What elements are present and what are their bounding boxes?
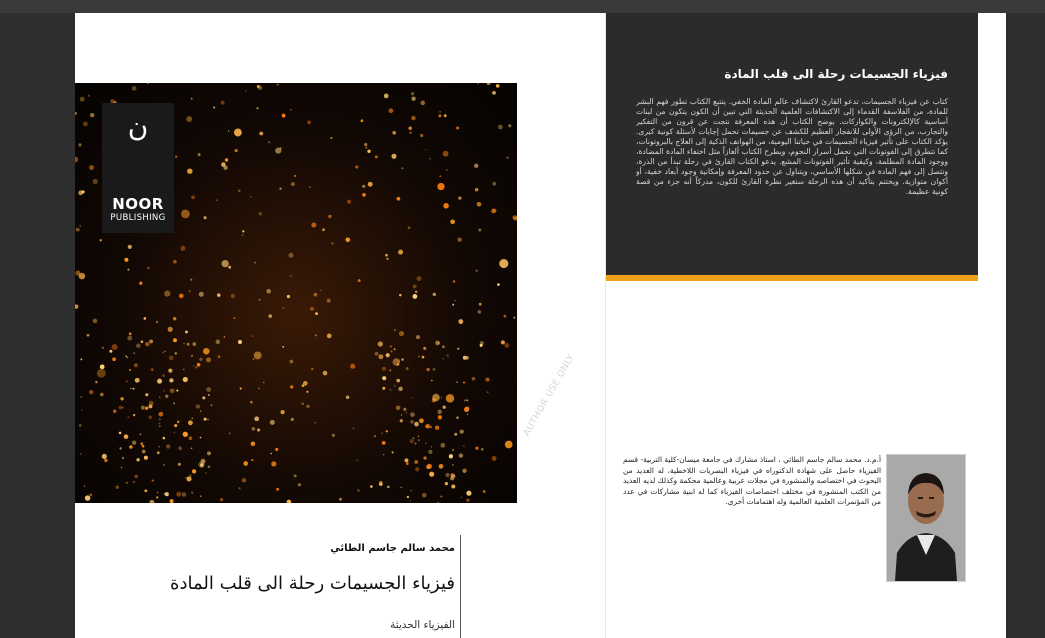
- logo-subtitle: PUBLISHING: [110, 213, 166, 223]
- cover-image-particles: [75, 83, 517, 503]
- back-cover-blurb: كتاب عن فيزياء الجسيمات، تدعو القارئ لاكتشاف عالم المادة الخفي. يتتبع الكتاب تطور فهم البشر للمادة، من الفلاسفة القدماء إلى الاكتشافات العلمية الحديثة التي تبين أن الكون يتكون من لبنات أساسية كالإلكترونات والكواركات. يوضح الكتاب أن هذه المعرفة نتجت عن قرون من التفكير والتجارب، من الرؤى الأولى للانفجار العظيم للكشف عن جسيمات تحمل إجابات لأسئلة كونية كبرى. يؤكد الكتاب على تأثير فيزياء الجسيمات في حياتنا اليومية، من الهواتف الذكية إلى العلاج بالبروتونات، كما تتطرق إلى الفوتونات التي تحمل أسرار النجوم، ويطرح الكتاب ألغازاً مثل اختفاء المادة المضادة، ووجود المادة المظلمة، وكيفية تأثير الفوتونات المشع. يدعو الكتاب القارئ في رحلة تبدأ من الذرة، وتتصل إلى فهم المادة في شكلها الأساسي، ويتناول عن حدود المعرفة وإمكانية وجود أبعاد خفية، أو أكوان متوازية. ويختتم بتأكيد أن هذه الرحلة ستغير نظرة القارئ للكون، مدركاً أنه جزء من قصة كونية عظيمة.: [636, 97, 948, 196]
- author-photo: [886, 454, 966, 582]
- viewer-top-bar: [0, 0, 1045, 13]
- book-cover-spread: [75, 13, 1006, 638]
- cover-author: محمد سالم جاسم الطائي: [330, 543, 455, 554]
- author-bio: أ.م.د. محمد سالم جاسم الطائي ، استاذ مشارك في جامعة ميسان-كلية التربية- قسم الفيزياء حاصل على شهادة الدكتوراه في فيزياء البصريات اللاخطية، له العديد من البحوث في اختصاصه والمنشورة في مجلات عربية وعالمية محكمة وكذلك لديه العديد من الكتب المنشورة في مختلف اختصاصات الفيزياء كما له ابنية مشاركات في عدد من المؤتمرات العلمية العالمية وله اهتمامات أخرى.: [623, 455, 881, 506]
- cover-title: فيزياء الجسيمات رحلة الى قلب المادة: [170, 573, 455, 594]
- back-cover-blurb-box: [606, 13, 978, 281]
- watermark-text: AUTHOR USE ONLY: [522, 352, 578, 438]
- publisher-logo: [102, 103, 174, 233]
- logo-name: NOOR: [112, 195, 164, 213]
- logo-calligraphy-icon: ن: [127, 110, 149, 143]
- cover-subtitle: الفيزياء الحديثة: [390, 619, 455, 631]
- title-divider: [460, 535, 461, 638]
- back-cover-title: فيزياء الجسيمات رحلة الى قلب المادة: [724, 67, 948, 81]
